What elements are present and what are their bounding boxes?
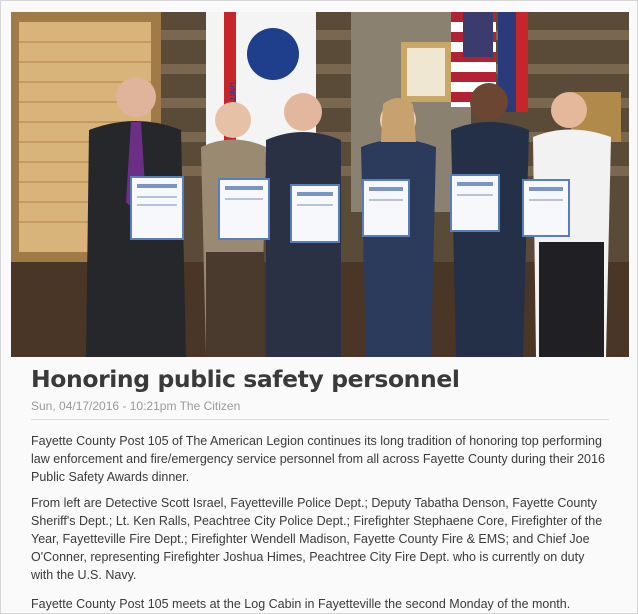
article-date: Sun, 04/17/2016 - 10:21pm: [31, 399, 177, 413]
certificate-4: [363, 180, 409, 236]
certificate-2: [219, 179, 269, 239]
article-meta: [31, 399, 240, 413]
article-paragraph-2: From left are Detective Scott Israel, Fayetteville Police Dept.; Deputy Tabatha Denson, Fayette County Sheriff's Dept.; Lt. Ken Ralls, Peachtree City Police Dept.; Firefighter Stephaene Core, Firefighter of the Year, Fayetteville Fire Dept.; Firefighter Wendell Madison, Fayette County Fire & EMS; and Chief Joe O'Conner, representing Firefighter Joshua Himes, Peachtree City Fire Dept. who is currently on duty with the U.S. Navy.: [31, 496, 603, 582]
article-title: Honoring public safety personnel: [31, 365, 460, 393]
certificate-6: [523, 180, 569, 236]
title-divider: [31, 419, 609, 420]
article-photo: [11, 12, 629, 357]
article-source[interactable]: The Citizen: [179, 399, 241, 413]
certificate-5: [451, 175, 499, 231]
certificate-1: [131, 177, 183, 239]
article-paragraph-3: Fayette County Post 105 meets at the Log Cabin in Fayetteville the second Monday of the month.: [31, 597, 571, 611]
article-paragraph-1: Fayette County Post 105 of The American Legion continues its long tradition of honoring top performing law enforcement and fire/emergency service personnel from all across Fayette County during their 2016 Public Safety Awards dinner.: [31, 434, 605, 484]
certificate-3: [291, 185, 339, 242]
